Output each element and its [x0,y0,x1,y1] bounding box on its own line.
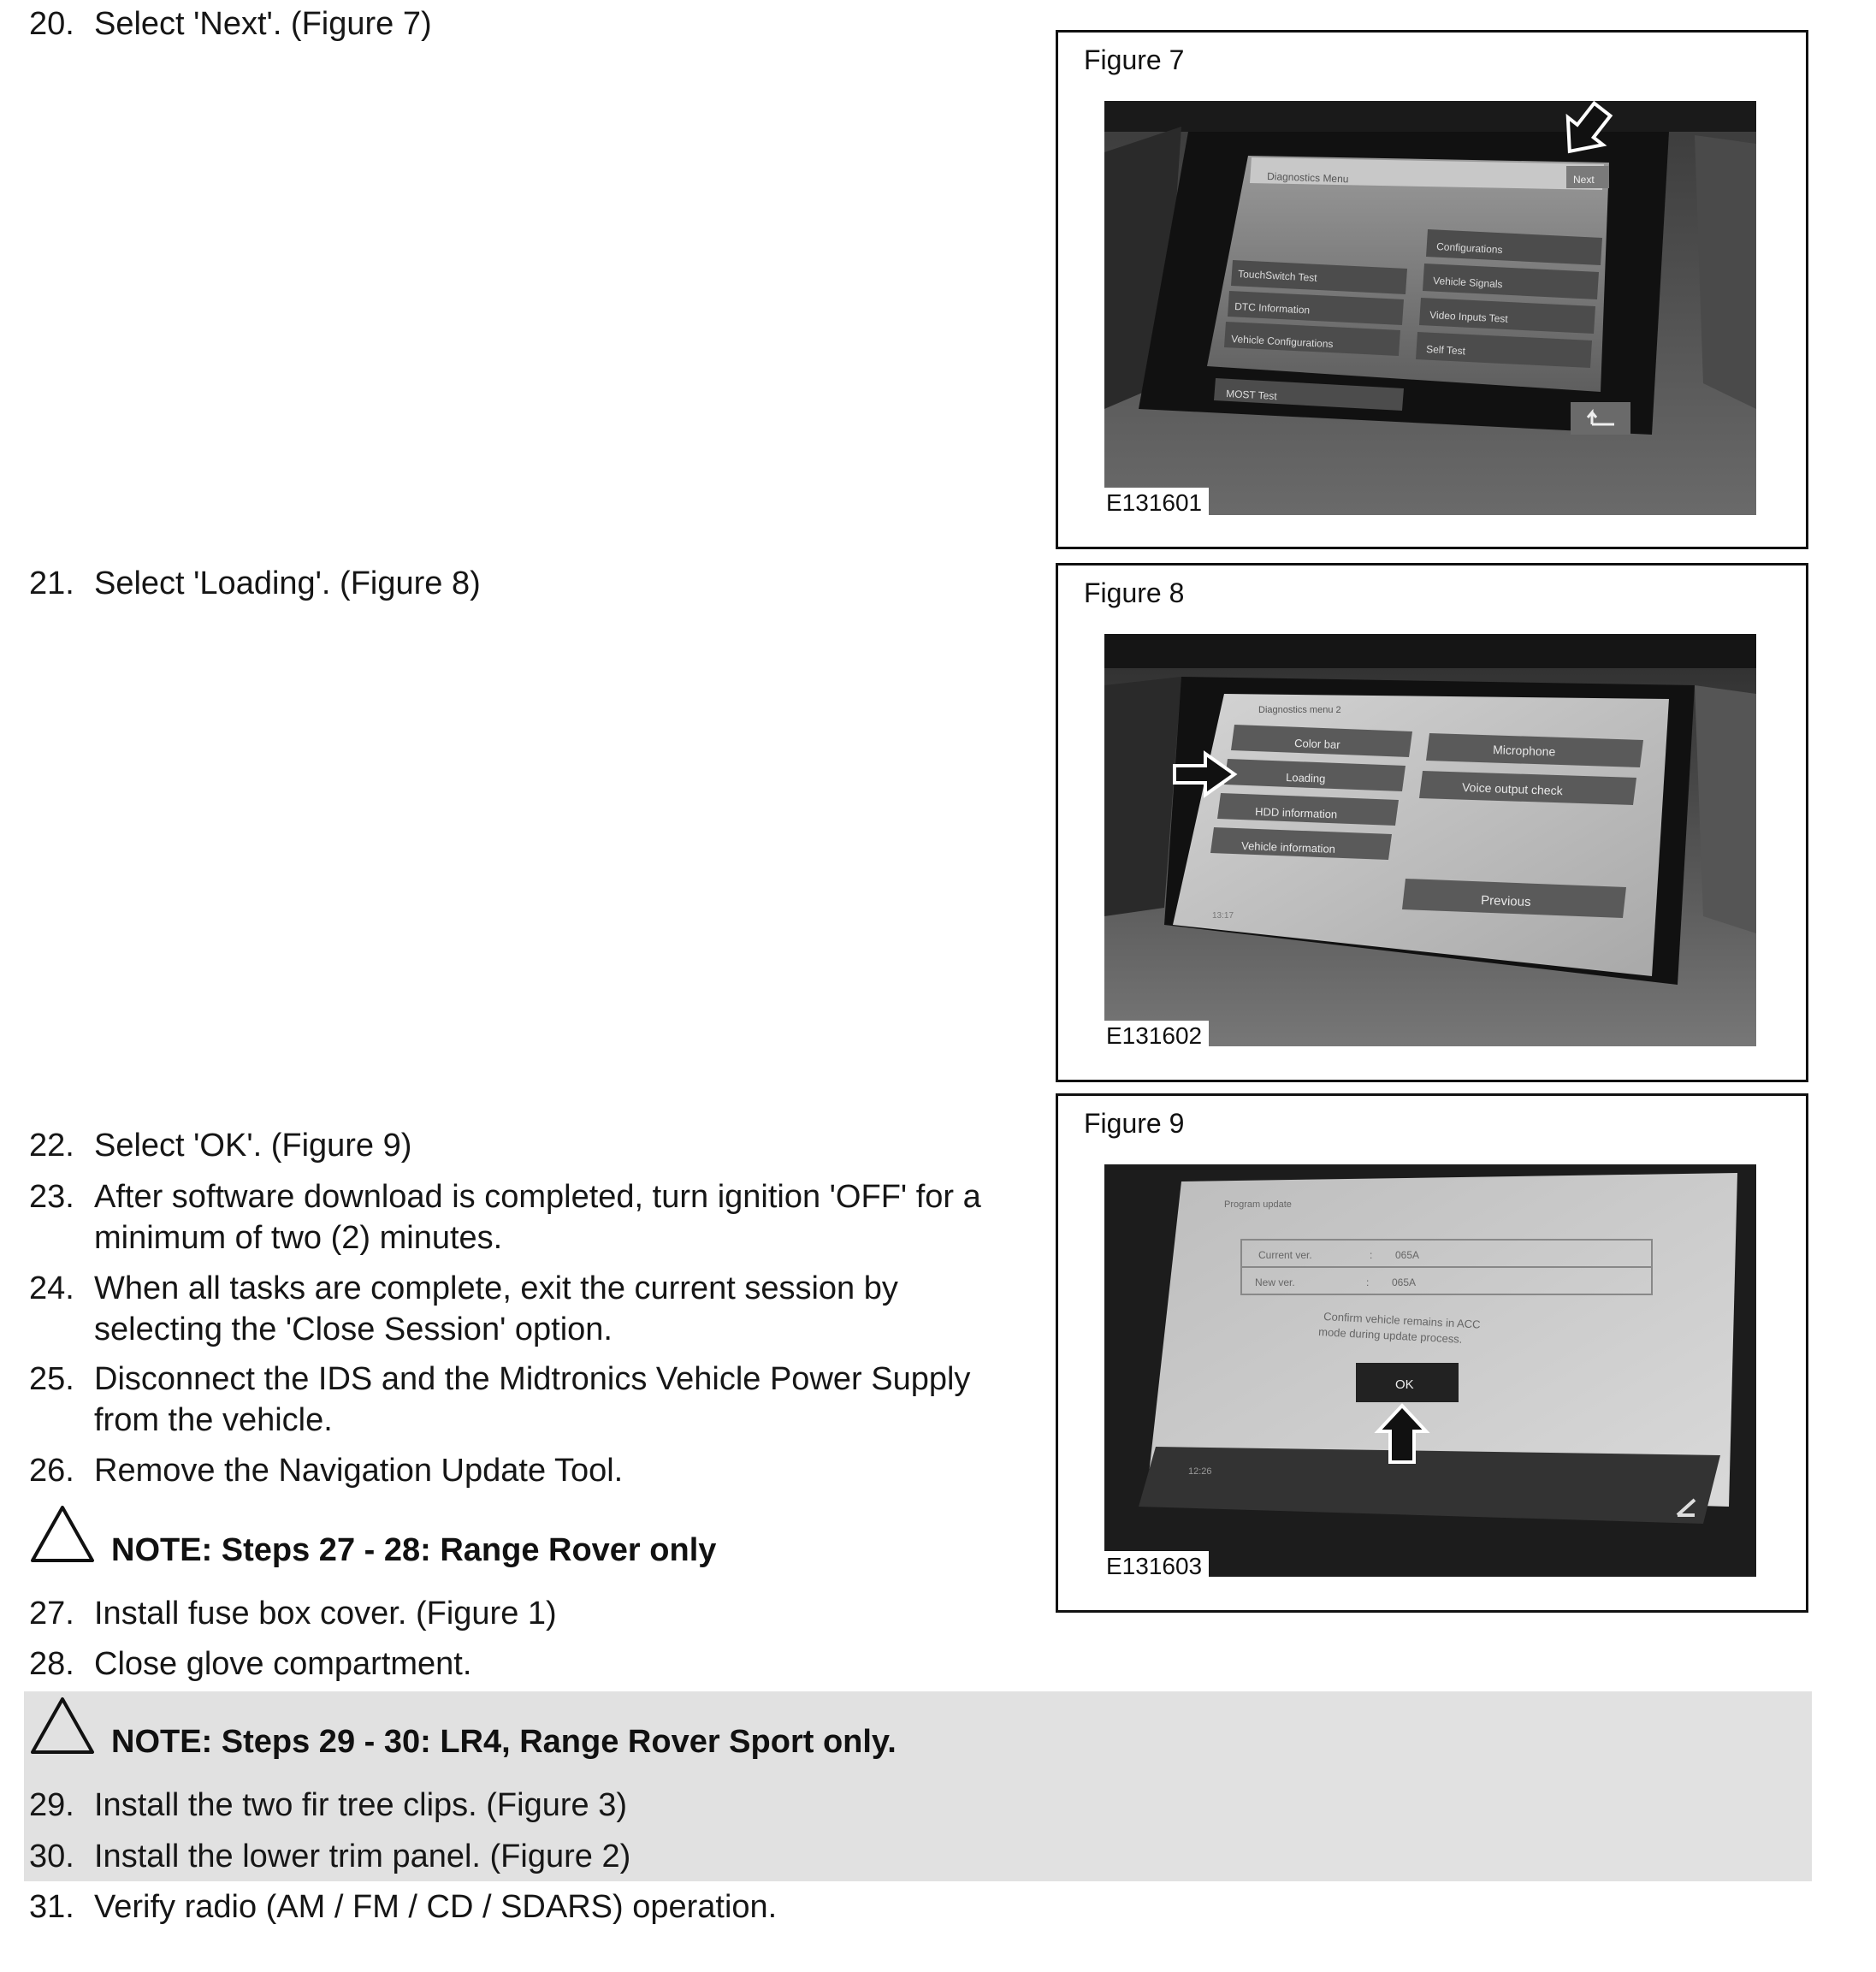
note-text: NOTE: Steps 27 - 28: Range Rover only [111,1532,717,1568]
step-20 [29,3,1021,44]
step-number: 20. [29,6,74,42]
figure-9 [1056,1093,1808,1613]
new-version-value: 065A [1392,1276,1417,1288]
step-text: Install the two fir tree clips. (Figure 3) [94,1787,627,1823]
step-number: 24. [29,1270,74,1306]
step-number: 22. [29,1128,74,1164]
figure-title: Figure 8 [1084,577,1185,608]
step-29 [29,1785,1021,1826]
step-text: Select 'Next'. (Figure 7) [94,6,432,42]
note-range-rover [29,1504,716,1566]
figure-id: E131603 [1099,1551,1209,1580]
step-text: Disconnect the IDS and the Midtronics Vehicle Power Supply from the vehicle. [94,1361,971,1438]
warning-triangle-icon [29,1504,96,1566]
confirm-message-line1: Confirm vehicle remains in ACC [1323,1310,1481,1331]
step-number: 25. [29,1361,74,1397]
step-number: 29. [29,1787,74,1823]
figure-8 [1056,563,1808,1082]
step-number: 27. [29,1596,74,1631]
screen-clock: 13:17 [1212,911,1234,921]
screen-header: Program update [1224,1199,1292,1210]
figure-title: Figure 7 [1084,44,1185,75]
step-text: Verify radio (AM / FM / CD / SDARS) operation. [94,1889,778,1925]
figure-id: E131601 [1099,488,1209,517]
step-number: 26. [29,1453,74,1489]
current-version-label: Current ver. [1258,1249,1312,1261]
screen-button-label: Video Inputs Test [1429,309,1509,325]
ok-label: OK [1395,1377,1414,1392]
screen-clock: 12:26 [1188,1466,1212,1477]
new-version-label: New ver. [1255,1276,1295,1288]
screen-button-label: MOST Test [1225,388,1278,403]
back-button[interactable] [1571,402,1630,435]
step-text: When all tasks are complete, exit the current session by selecting the 'Close Session' option. [94,1270,898,1347]
step-text: Select 'OK'. (Figure 9) [94,1128,412,1164]
step-31 [29,1886,1021,1928]
figure-7 [1056,30,1808,549]
step-text: Install fuse box cover. (Figure 1) [94,1596,557,1631]
step-number: 21. [29,566,74,601]
version-separator: : [1370,1249,1373,1261]
step-text: Close glove compartment. [94,1646,472,1682]
step-25 [29,1359,1021,1441]
step-30 [29,1836,1021,1877]
step-number: 31. [29,1889,74,1925]
screen-button-label: Loading [1285,771,1326,785]
step-28 [29,1643,1021,1685]
figure-8-photo [1104,634,1756,1046]
note-lr4-rrs [29,1696,897,1760]
current-version-value: 065A [1395,1249,1420,1261]
step-text: After software download is completed, turn ignition 'OFF' for a minimum of two (2) minutes. [94,1179,981,1256]
screen-button-label: TouchSwitch Test [1237,268,1317,284]
step-number: 28. [29,1646,74,1682]
step-27 [29,1593,1021,1634]
version-separator: : [1366,1276,1370,1288]
step-number: 23. [29,1179,74,1215]
screen-button-label: Configurations [1435,240,1503,257]
step-number: 30. [29,1839,74,1874]
screen-header: Diagnostics Menu [1266,170,1349,186]
next-button[interactable]: Next [1573,174,1595,186]
step-22 [29,1125,1021,1166]
figure-id: E131602 [1099,1021,1209,1050]
screen-button-label: Vehicle information [1240,839,1336,856]
step-21 [29,563,1021,604]
step-text: Install the lower trim panel. (Figure 2) [94,1839,631,1874]
confirm-message-line2: mode during update process. [1317,1325,1463,1346]
step-text: Remove the Navigation Update Tool. [94,1453,624,1489]
warning-triangle-icon [29,1696,96,1757]
screen-button-label: Microphone [1492,743,1556,759]
figure-9-photo [1104,1164,1756,1577]
figure-title: Figure 9 [1084,1108,1185,1139]
screen-button-label: DTC Information [1234,300,1311,317]
screen-button-label: HDD information [1254,805,1338,821]
screen-button-label: Self Test [1425,343,1466,358]
screen-button-label: Color bar [1293,737,1340,751]
screen-button-label: Voice output check [1461,780,1563,798]
figure-7-photo [1104,101,1756,515]
step-26 [29,1450,1021,1491]
step-23 [29,1176,1021,1258]
screen-button-label: Vehicle Configurations [1230,333,1334,351]
screen-header: Diagnostics menu 2 [1258,705,1341,715]
previous-label: Previous [1480,893,1531,910]
note-text: NOTE: Steps 29 - 30: LR4, Range Rover Sport only. [111,1724,897,1760]
step-text: Select 'Loading'. (Figure 8) [94,566,481,601]
step-24 [29,1268,1021,1350]
screen-button-label: Vehicle Signals [1432,275,1503,291]
